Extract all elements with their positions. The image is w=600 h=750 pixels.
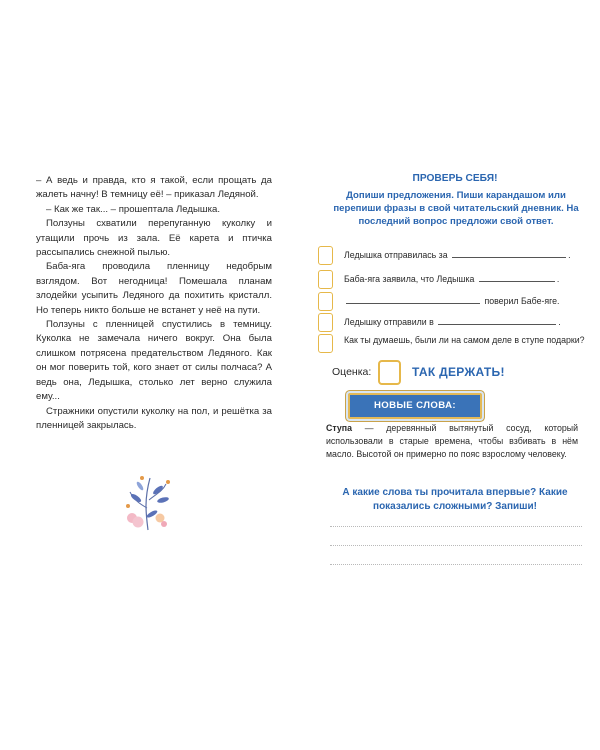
exercise-item-3	[318, 292, 588, 312]
definition-term: Ступа	[326, 423, 352, 433]
writing-line[interactable]	[330, 526, 582, 527]
open-question: Как ты думаешь, были ли на самом деле в ступе подарки?	[344, 335, 585, 345]
check-yourself-title: ПРОВЕРЬ СЕБЯ!	[412, 173, 498, 184]
story-paragraph: – А ведь и правда, кто я такой, если прощать да жалеть начну! В темницу её! – приказал Ледяной.	[36, 175, 272, 201]
check-yourself-instructions: Допиши предложения. Пиши карандашом или перепиши фразы в свой читательский дневник. На последний вопрос предложи свой ответ.	[333, 190, 579, 227]
keep-it-up-text: ТАК ДЕРЖАТЬ!	[412, 365, 505, 379]
answer-checkbox[interactable]	[318, 292, 333, 311]
exercise-item-4	[318, 313, 588, 333]
answer-checkbox[interactable]	[318, 313, 333, 332]
score-row	[332, 360, 592, 384]
sentence-start: Ледышку отправили в	[344, 317, 434, 327]
sentence-end: .	[556, 274, 560, 284]
sentence-end: .	[558, 317, 561, 327]
story-paragraph: Ползуны схватили перепуганную куколку и утащили прочь из зала. Её карета и птичка рассыпались снежной пылью.	[36, 218, 272, 259]
writing-line[interactable]	[330, 545, 582, 546]
new-words-prompt: А какие слова ты прочитала впервые? Какие показались сложными? Запиши!	[342, 487, 568, 512]
answer-line[interactable]	[346, 294, 480, 304]
answer-checkbox[interactable]	[318, 334, 333, 353]
flower-decoration-icon	[118, 470, 178, 532]
answer-checkbox[interactable]	[318, 246, 333, 265]
exercise-item-2	[318, 270, 588, 290]
score-box[interactable]	[378, 360, 401, 385]
story-paragraph: Стражники опустили куколку на пол, и решётка за пленницей закрылась.	[36, 405, 272, 431]
right-page	[310, 0, 600, 750]
sentence-end: поверил Бабе-яге.	[484, 296, 560, 306]
definition-text: — деревянный вытянутый сосуд, который использовали в старые времена, чтобы взбивать в нём масло. Высотой он примерно по пояс взрослому человеку.	[326, 423, 578, 459]
word-definition	[326, 422, 578, 461]
sentence-start: Ледышка отправилась за	[344, 250, 448, 260]
sentence-end: .	[568, 250, 571, 260]
story-paragraph: Ползуны с пленницей спустились в темницу. Куколка не замечала ничего вокруг. Она была слишком потрясена предательством Ледяного. Как он мог поверить той, кого знает от силы полчаса? А ведь она, Ледышка, столько лет верно служила ему...	[36, 319, 272, 403]
answer-line[interactable]	[479, 272, 555, 282]
answer-line[interactable]	[438, 315, 556, 325]
sentence-start: Баба-яга заявила, что Ледышка	[344, 274, 475, 284]
story-paragraph: – Как же так... – прошептала Ледышка.	[46, 203, 221, 215]
new-words-banner: НОВЫЕ СЛОВА:	[348, 393, 482, 419]
answer-checkbox[interactable]	[318, 270, 333, 289]
score-label: Оценка:	[332, 366, 372, 378]
story-paragraph: Баба-яга проводила пленницу недобрым взглядом. Вот негодница! Помешала планам злодейки усыпить Ледяного да похитить кристалл. Но теперь никто больше не встанет у неё на пути.	[36, 261, 272, 316]
story-text	[36, 174, 272, 433]
writing-line[interactable]	[330, 564, 582, 565]
left-page	[0, 0, 292, 750]
exercise-item-1	[318, 246, 588, 266]
exercise-item-5	[318, 334, 588, 360]
answer-line[interactable]	[452, 248, 566, 258]
